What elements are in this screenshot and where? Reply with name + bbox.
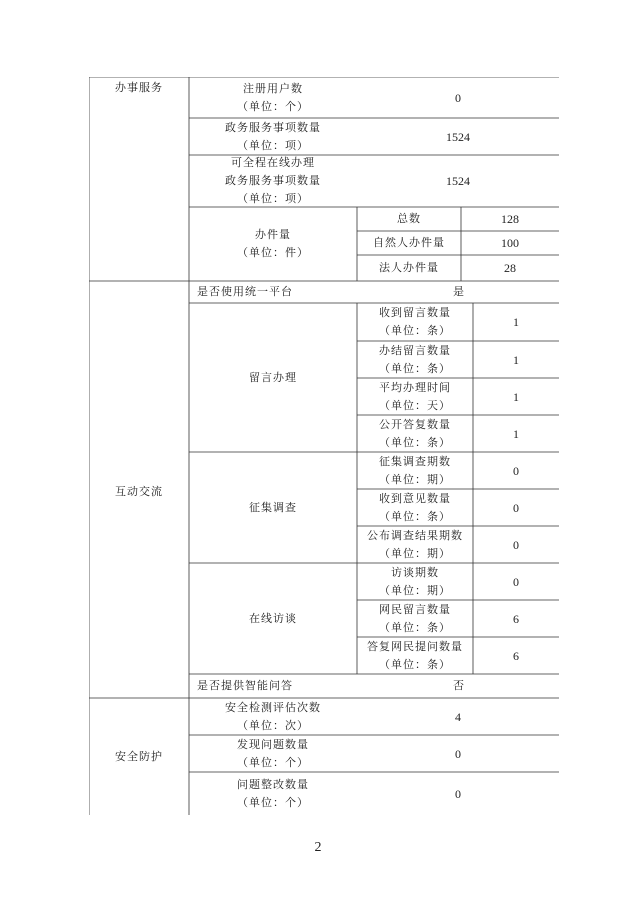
issues-found-label: 发现问题数量 （单位：个） (237, 737, 309, 769)
issues-found-value: 0 (455, 746, 461, 761)
smart-qa-label: 是否提供智能问答 (197, 679, 293, 692)
section-security: 安全防护 (115, 749, 163, 763)
statistics-table (89, 77, 559, 815)
message-avg-time-label: 平均办理时间 （单位：天） (379, 380, 451, 412)
survey-results-label: 公布调查结果期数 （单位：期） (367, 528, 463, 560)
page-number: 2 (314, 840, 322, 855)
message-public-reply-label: 公开答复数量 （单位：条） (379, 417, 451, 449)
security-test-value: 4 (455, 709, 461, 724)
message-received-value: 1 (513, 315, 519, 329)
section-interaction: 互动交流 (115, 485, 163, 498)
registered-users-label: 注册用户数 （单位：个） (237, 81, 309, 113)
survey-group-label: 征集调查 (249, 500, 297, 514)
handled-legal-label: 法人办件量 (379, 261, 439, 274)
interview-answered-value: 6 (513, 648, 519, 663)
message-finished-value: 1 (513, 352, 519, 367)
message-public-reply-value: 1 (513, 426, 519, 441)
interview-issues-label: 访谈期数 （单位：期） (379, 565, 451, 597)
online-items-value: 1524 (446, 174, 470, 188)
message-group-label: 留言办理 (249, 370, 297, 384)
issues-fixed-label: 问题整改数量 （单位：个） (237, 777, 309, 809)
unified-platform-value: 是 (453, 285, 465, 298)
handled-natural-label: 自然人办件量 (373, 236, 445, 249)
message-finished-label: 办结留言数量 （单位：条） (379, 343, 451, 375)
interview-group-label: 在线访谈 (249, 611, 297, 625)
handled-natural-value: 100 (501, 236, 519, 250)
survey-results-value: 0 (513, 537, 519, 552)
service-items-label: 政务服务事项数量 （单位：项） (225, 120, 321, 152)
survey-issues-label: 征集调查期数 （单位：期） (379, 454, 451, 486)
survey-opinions-value: 0 (513, 500, 519, 515)
interview-answered-label: 答复网民提问数量 （单位：条） (367, 639, 463, 671)
security-test-label: 安全检测评估次数 （单位：次） (225, 700, 321, 732)
handled-total-label: 总数 (397, 212, 421, 225)
issues-fixed-value: 0 (455, 786, 461, 801)
message-received-label: 收到留言数量 （单位：条） (379, 306, 451, 337)
message-avg-time-value: 1 (513, 389, 519, 404)
survey-issues-value: 0 (513, 463, 519, 478)
registered-users-value: 0 (455, 90, 461, 105)
interview-messages-label: 网民留言数量 （单位：条） (379, 602, 451, 634)
section-office-service: 办事服务 (115, 81, 163, 94)
interview-messages-value: 6 (513, 611, 519, 626)
service-items-value: 1524 (446, 129, 470, 144)
handled-label: 办件量 （单位：件） (237, 228, 309, 259)
handled-total-value: 128 (501, 212, 519, 226)
handled-legal-value: 28 (504, 261, 516, 275)
unified-platform-label: 是否使用统一平台 (197, 285, 293, 298)
smart-qa-value: 否 (453, 679, 465, 692)
survey-opinions-label: 收到意见数量 （单位：条） (379, 491, 451, 523)
interview-issues-value: 0 (513, 574, 519, 589)
online-items-label: 可全程在线办理 政务服务事项数量 （单位：项） (225, 156, 321, 205)
